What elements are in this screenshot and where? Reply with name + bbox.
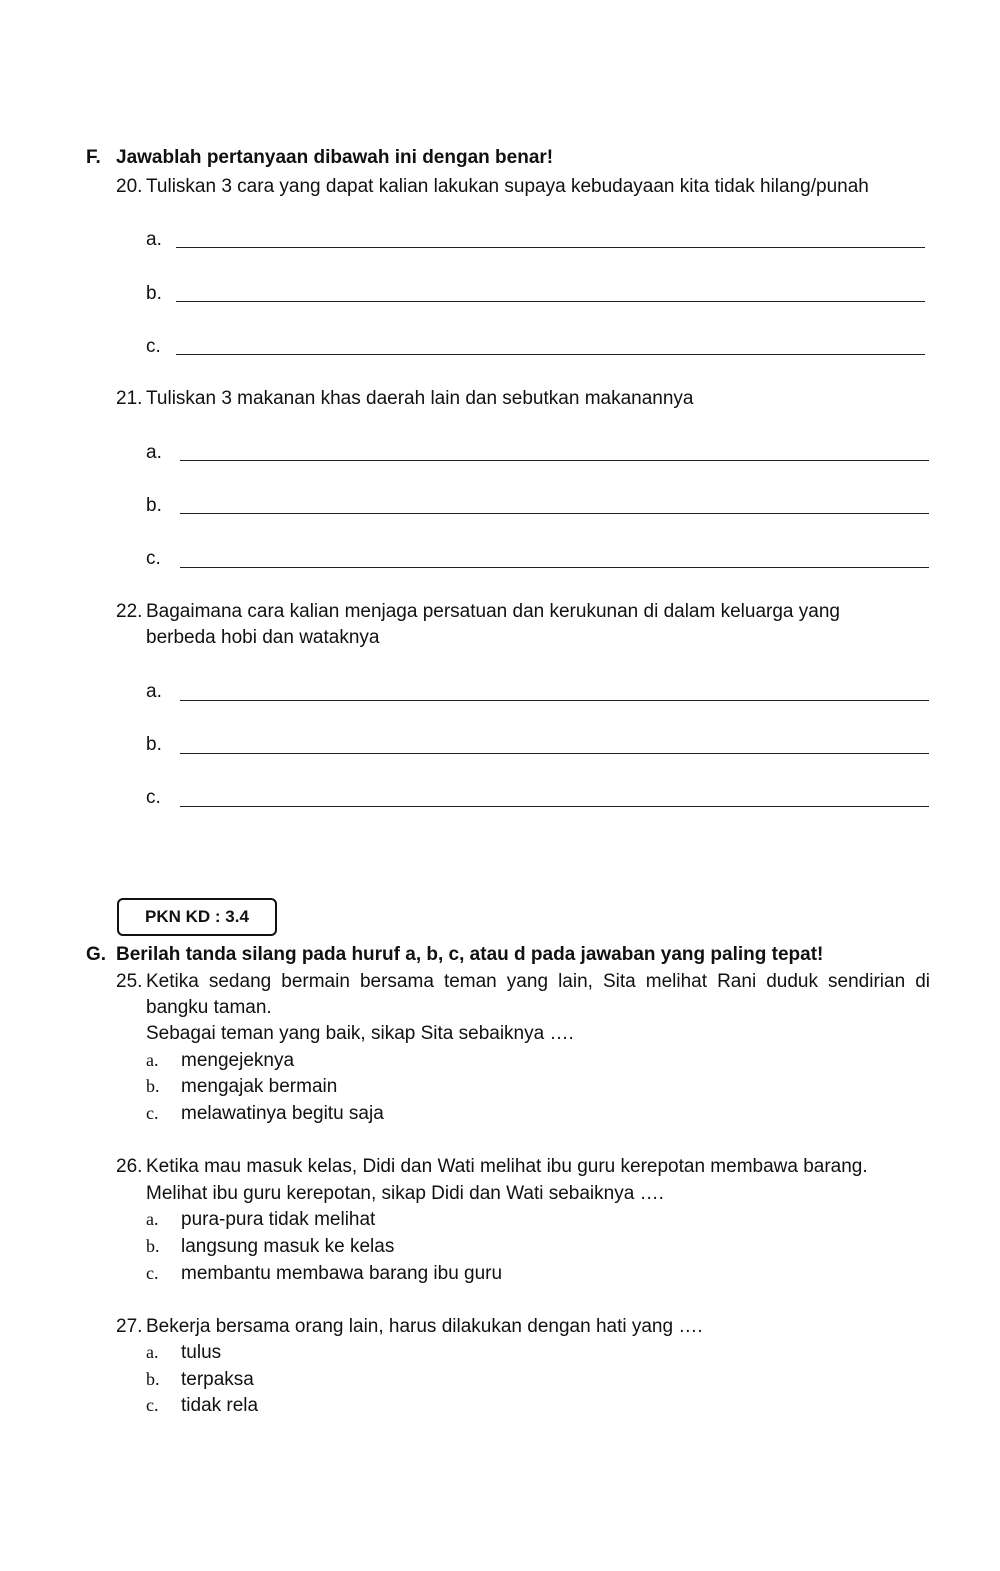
question-25-text-line-2: bangku taman. [146, 997, 272, 1018]
q20-answer-c-line[interactable] [176, 354, 925, 355]
q22-answer-a-label: a. [146, 681, 162, 702]
q26-option-a-letter[interactable]: a. [146, 1209, 159, 1229]
q25-option-a-letter[interactable]: a. [146, 1050, 159, 1070]
question-27-text: Bekerja bersama orang lain, harus dilakukan dengan hati yang …. [146, 1316, 703, 1337]
q27-option-c-letter[interactable]: c. [146, 1395, 159, 1415]
q25-option-c-letter[interactable]: c. [146, 1103, 159, 1123]
q26-option-c-text: membantu membawa barang ibu guru [181, 1263, 503, 1284]
q22-answer-b-line[interactable] [180, 753, 929, 754]
q25-option-b-text: mengajak bermain [181, 1076, 338, 1097]
question-26-text-line-2: Melihat ibu guru kerepotan, sikap Didi dan Wati sebaiknya …. [146, 1183, 664, 1204]
q20-answer-a-line[interactable] [176, 247, 925, 248]
section-g-title: Berilah tanda silang pada huruf a, b, c, atau d pada jawaban yang paling tepat! [116, 944, 824, 965]
q26-option-a-text: pura-pura tidak melihat [181, 1209, 376, 1230]
subject-kd-box: PKN KD : 3.4 [117, 898, 277, 936]
question-25-text-line-3: Sebagai teman yang baik, sikap Sita sebaiknya …. [146, 1023, 574, 1044]
q22-answer-c-label: c. [146, 787, 161, 808]
q21-answer-c-label: c. [146, 548, 161, 569]
q27-option-b-letter[interactable]: b. [146, 1369, 160, 1389]
q25-option-a-text: mengejeknya [181, 1050, 295, 1071]
question-25-number: 25. [116, 971, 143, 992]
question-26-text-line-1: Ketika mau masuk kelas, Didi dan Wati melihat ibu guru kerepotan membawa barang. [146, 1156, 868, 1177]
question-20-text: Tuliskan 3 cara yang dapat kalian lakukan supaya kebudayaan kita tidak hilang/punah [146, 176, 869, 197]
q21-answer-a-label: a. [146, 442, 162, 463]
q20-answer-b-line[interactable] [176, 301, 925, 302]
q21-answer-c-line[interactable] [180, 567, 929, 568]
q20-answer-a-label: a. [146, 229, 162, 250]
question-25-text-line-1: Ketika sedang bermain bersama teman yang lain, Sita melihat Rani duduk sendirian di [146, 971, 930, 992]
q21-answer-b-label: b. [146, 495, 162, 516]
question-21-text: Tuliskan 3 makanan khas daerah lain dan sebutkan makanannya [146, 388, 694, 409]
question-20-number: 20. [116, 176, 143, 197]
section-f-title: Jawablah pertanyaan dibawah ini dengan benar! [116, 147, 554, 168]
question-22-text-line-2: berbeda hobi dan wataknya [146, 627, 380, 648]
q22-answer-b-label: b. [146, 734, 162, 755]
section-g-label: G. [86, 944, 107, 965]
question-26-number: 26. [116, 1156, 143, 1177]
q20-answer-b-label: b. [146, 283, 162, 304]
q27-option-a-letter[interactable]: a. [146, 1342, 159, 1362]
q26-option-b-letter[interactable]: b. [146, 1236, 160, 1256]
question-22-text-line-1: Bagaimana cara kalian menjaga persatuan dan kerukunan di dalam keluarga yang [146, 601, 840, 622]
q25-option-c-text: melawatinya begitu saja [181, 1103, 384, 1124]
q22-answer-c-line[interactable] [180, 806, 929, 807]
q25-option-b-letter[interactable]: b. [146, 1076, 160, 1096]
q20-answer-c-label: c. [146, 336, 161, 357]
question-21-number: 21. [116, 388, 143, 409]
question-27-number: 27. [116, 1316, 143, 1337]
q26-option-b-text: langsung masuk ke kelas [181, 1236, 395, 1257]
q27-option-b-text: terpaksa [181, 1369, 254, 1390]
q21-answer-b-line[interactable] [180, 513, 929, 514]
q27-option-a-text: tulus [181, 1342, 222, 1363]
q22-answer-a-line[interactable] [180, 700, 929, 701]
question-22-number: 22. [116, 601, 143, 622]
q26-option-c-letter[interactable]: c. [146, 1263, 159, 1283]
q27-option-c-text: tidak rela [181, 1395, 259, 1416]
q21-answer-a-line[interactable] [180, 460, 929, 461]
section-f-label: F. [86, 147, 101, 168]
